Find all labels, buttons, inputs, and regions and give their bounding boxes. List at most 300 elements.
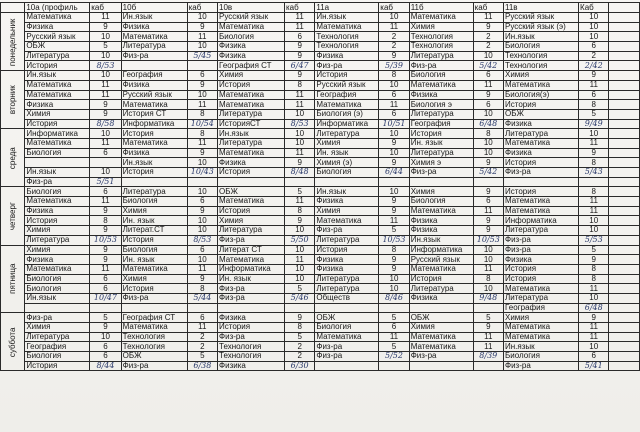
room-cell: 9 <box>473 226 503 236</box>
lesson-row <box>1 80 640 90</box>
subject-cell: Физ-ра <box>121 361 187 371</box>
header-row <box>1 3 640 13</box>
room-cell: 9 <box>90 22 121 32</box>
subject-cell: История <box>218 206 285 216</box>
subject-cell: Физика <box>218 313 285 323</box>
room-cell: 10 <box>473 51 503 61</box>
subject-cell: Физ-ра <box>504 245 579 255</box>
subject-cell: Физика <box>218 361 285 371</box>
subject-cell: Физ-ра <box>315 342 379 352</box>
subject-cell: Русский язык <box>409 255 473 265</box>
subject-cell: Биология <box>315 168 379 178</box>
room-cell: 8 <box>187 284 217 294</box>
subject-cell: Русский язык <box>25 32 90 42</box>
room-cell: 2 <box>187 332 217 342</box>
room-cell: 10 <box>187 158 217 168</box>
room-cell: 9 <box>379 197 409 207</box>
lesson-row <box>1 119 640 129</box>
spare-cell <box>609 138 640 148</box>
room-cell: 11 <box>90 197 121 207</box>
room-cell: 5/51 <box>90 177 121 187</box>
room-cell: 11 <box>187 138 217 148</box>
room-header: каб <box>187 3 217 13</box>
room-cell: 6 <box>579 42 609 52</box>
subject-cell: Ин.язык <box>121 13 187 23</box>
lesson-row <box>1 13 640 23</box>
class-header: 10в <box>218 3 285 13</box>
spare-cell <box>609 22 640 32</box>
room-cell: 10 <box>187 226 217 236</box>
room-cell: 11 <box>473 264 503 274</box>
lesson-row <box>1 361 640 371</box>
lesson-row <box>1 303 640 313</box>
subject-cell: История <box>315 71 379 81</box>
subject-cell: Технология <box>121 342 187 352</box>
subject-cell: Математика <box>25 80 90 90</box>
subject-cell: Литература <box>218 109 285 119</box>
room-cell: 10 <box>187 90 217 100</box>
class-header: 11в <box>504 3 579 13</box>
room-cell: 6 <box>187 313 217 323</box>
subject-cell: Физ-ра <box>315 226 379 236</box>
room-cell: 11 <box>473 342 503 352</box>
room-cell: 5/42 <box>473 61 503 71</box>
room-cell: 6 <box>187 71 217 81</box>
room-cell: 8 <box>579 264 609 274</box>
subject-cell: Литература <box>121 42 187 52</box>
lesson-row <box>1 100 640 110</box>
lesson-row <box>1 352 640 362</box>
subject-cell: Биология <box>121 245 187 255</box>
subject-cell: Ин.язык <box>315 187 379 197</box>
room-cell: 6/48 <box>579 303 609 313</box>
room-cell: 10 <box>90 32 121 42</box>
room-cell: 9 <box>379 158 409 168</box>
day-label: понедельник <box>1 13 25 71</box>
room-cell: 11 <box>284 197 314 207</box>
subject-cell: Литература <box>504 129 579 139</box>
subject-cell: История <box>504 264 579 274</box>
lesson-row <box>1 168 640 178</box>
room-cell: 9 <box>473 22 503 32</box>
room-cell: 2 <box>473 32 503 42</box>
room-cell: 11 <box>90 80 121 90</box>
subject-cell: Физ-ра <box>121 293 187 303</box>
subject-cell: Химия <box>121 274 187 284</box>
room-cell: 11 <box>90 264 121 274</box>
subject-cell: Литература <box>25 51 90 61</box>
room-cell: 5/45 <box>187 51 217 61</box>
room-cell: 6 <box>187 245 217 255</box>
room-cell: 8 <box>187 109 217 119</box>
room-cell: 5/43 <box>579 168 609 178</box>
spare-cell <box>609 100 640 110</box>
room-cell: 10 <box>579 216 609 226</box>
subject-cell: Информатика <box>25 129 90 139</box>
subject-cell: Литература <box>25 235 90 245</box>
subject-cell: Химия <box>218 216 285 226</box>
room-cell: 9 <box>379 264 409 274</box>
room-cell: 6 <box>579 90 609 100</box>
subject-cell: Русский язык (э) <box>504 22 579 32</box>
room-cell: 8 <box>473 274 503 284</box>
room-cell: 5/52 <box>379 352 409 362</box>
room-cell: 9 <box>284 313 314 323</box>
room-cell: 10 <box>579 129 609 139</box>
lesson-row <box>1 245 640 255</box>
subject-cell: История <box>25 61 90 71</box>
spare-cell <box>609 197 640 207</box>
room-cell <box>187 177 217 187</box>
room-cell: 9 <box>284 216 314 226</box>
subject-cell: Биология(э) <box>504 90 579 100</box>
subject-cell: Ин.язык <box>25 71 90 81</box>
subject-cell: ОБЖ <box>504 109 579 119</box>
room-cell: 5 <box>579 109 609 119</box>
day-label: вторник <box>1 71 25 129</box>
subject-cell: ОБЖ <box>218 187 285 197</box>
room-cell: 9 <box>473 158 503 168</box>
room-cell: 9 <box>579 255 609 265</box>
subject-cell: Физ-ра <box>25 177 90 187</box>
room-cell: 6 <box>187 197 217 207</box>
subject-cell: Физ-ра <box>315 352 379 362</box>
subject-cell: Литература <box>218 226 285 236</box>
subject-cell: Физ-ра <box>504 235 579 245</box>
spare-cell <box>609 42 640 52</box>
subject-cell: Технология <box>409 32 473 42</box>
subject-cell: Русский язык <box>504 13 579 23</box>
class-header: 10б <box>121 3 187 13</box>
subject-cell: Физ-ра <box>504 168 579 178</box>
subject-cell: География СТ <box>218 61 285 71</box>
room-header: каб <box>473 3 503 13</box>
subject-cell: Технология <box>504 61 579 71</box>
room-cell: 2 <box>284 352 314 362</box>
room-cell: 8/48 <box>284 168 314 178</box>
subject-cell: Биология <box>25 274 90 284</box>
lesson-row <box>1 197 640 207</box>
subject-cell: Ин.язык <box>218 129 285 139</box>
room-cell: 6 <box>473 197 503 207</box>
subject-cell: Химия <box>218 71 285 81</box>
room-cell: 9 <box>379 138 409 148</box>
subject-cell: Математика <box>218 148 285 158</box>
subject-cell: Ин.язык <box>121 158 187 168</box>
room-cell: 11 <box>187 264 217 274</box>
subject-cell <box>218 303 285 313</box>
subject-cell: Биология <box>218 32 285 42</box>
subject-cell: Химия <box>409 187 473 197</box>
subject-cell: Физика <box>409 293 473 303</box>
room-cell: 10 <box>90 129 121 139</box>
room-cell <box>473 303 503 313</box>
room-cell: 5 <box>187 352 217 362</box>
subject-cell: Химия <box>25 226 90 236</box>
lesson-row <box>1 323 640 333</box>
room-cell: 11 <box>90 138 121 148</box>
spare-cell <box>609 177 640 187</box>
subject-cell: Математика <box>504 323 579 333</box>
room-cell: 5 <box>379 226 409 236</box>
subject-cell: Биология <box>315 323 379 333</box>
subject-cell: География <box>504 303 579 313</box>
day-label: пятница <box>1 245 25 313</box>
subject-cell: Физ-ра <box>409 61 473 71</box>
room-cell: 6/38 <box>187 361 217 371</box>
spare-cell <box>609 90 640 100</box>
lesson-row <box>1 332 640 342</box>
room-cell: 9 <box>90 226 121 236</box>
subject-cell: Математика <box>409 264 473 274</box>
subject-cell: Ин. язык <box>121 255 187 265</box>
room-cell <box>379 361 409 371</box>
subject-cell: Математика <box>504 284 579 294</box>
subject-cell: Математика <box>315 100 379 110</box>
room-cell: 9 <box>90 109 121 119</box>
room-cell: 5 <box>90 42 121 52</box>
subject-cell: Математика <box>315 216 379 226</box>
subject-cell: История <box>25 216 90 226</box>
room-header: каб <box>284 3 314 13</box>
room-cell: 11 <box>187 100 217 110</box>
subject-cell: Физ-ра <box>218 284 285 294</box>
room-cell <box>379 177 409 187</box>
subject-cell: Литература <box>504 293 579 303</box>
spare-cell <box>609 274 640 284</box>
subject-cell <box>315 177 379 187</box>
spare-cell <box>609 32 640 42</box>
subject-cell: Математика <box>504 206 579 216</box>
room-cell <box>284 303 314 313</box>
room-cell: 11 <box>473 80 503 90</box>
subject-cell: Математика <box>25 138 90 148</box>
room-cell: 9 <box>90 245 121 255</box>
subject-cell: Информатика <box>121 119 187 129</box>
subject-cell: Ин.язык <box>504 342 579 352</box>
subject-cell: География <box>409 119 473 129</box>
subject-cell: Литература <box>315 235 379 245</box>
room-cell <box>473 177 503 187</box>
room-cell <box>473 361 503 371</box>
subject-cell: Химия <box>315 138 379 148</box>
subject-cell: Биология <box>25 187 90 197</box>
subject-cell: Математика <box>121 100 187 110</box>
room-cell: 10 <box>579 32 609 42</box>
room-header: Каб <box>579 3 609 13</box>
room-cell: 2/42 <box>579 61 609 71</box>
room-cell: 10/53 <box>90 235 121 245</box>
spare-cell <box>609 361 640 371</box>
subject-cell: История <box>121 168 187 178</box>
subject-cell <box>315 361 379 371</box>
room-cell: 6 <box>90 284 121 294</box>
room-cell: 10 <box>579 342 609 352</box>
spare-cell <box>609 264 640 274</box>
day-label: четверг <box>1 187 25 245</box>
room-cell: 11 <box>284 255 314 265</box>
spare-cell <box>609 206 640 216</box>
subject-cell: Математика <box>409 332 473 342</box>
subject-cell: Химия <box>25 109 90 119</box>
room-cell: 5 <box>379 342 409 352</box>
subject-cell: История <box>121 235 187 245</box>
room-cell: 8/39 <box>473 352 503 362</box>
room-cell: 6/48 <box>473 119 503 129</box>
room-cell: 11 <box>473 206 503 216</box>
room-cell: 11 <box>473 13 503 23</box>
room-cell: 11 <box>284 100 314 110</box>
subject-cell <box>121 177 187 187</box>
subject-cell: Физика <box>409 226 473 236</box>
spare-cell <box>609 313 640 323</box>
subject-cell: Информатика <box>218 264 285 274</box>
subject-cell: История <box>409 274 473 284</box>
room-cell: 10 <box>473 109 503 119</box>
subject-cell: География <box>121 71 187 81</box>
room-cell: 10/54 <box>187 119 217 129</box>
subject-cell: Физ-ра <box>25 313 90 323</box>
subject-cell: Физика <box>121 148 187 158</box>
room-cell <box>90 158 121 168</box>
subject-cell: История <box>121 129 187 139</box>
subject-cell: Литература <box>315 284 379 294</box>
room-cell: 9 <box>284 71 314 81</box>
room-cell: 11 <box>284 13 314 23</box>
room-cell: 8/46 <box>379 293 409 303</box>
room-cell: 11 <box>579 284 609 294</box>
room-cell: 11 <box>379 332 409 342</box>
room-cell: 9/49 <box>579 119 609 129</box>
subject-cell: История <box>315 245 379 255</box>
subject-cell: История <box>409 129 473 139</box>
room-cell: 5 <box>379 313 409 323</box>
lesson-row <box>1 32 640 42</box>
room-cell: 9 <box>379 255 409 265</box>
lesson-row <box>1 226 640 236</box>
subject-cell: Литерат СТ <box>218 245 285 255</box>
room-cell: 2 <box>187 342 217 352</box>
subject-cell: Физика <box>315 197 379 207</box>
lesson-row <box>1 90 640 100</box>
room-cell: 10/53 <box>379 235 409 245</box>
room-cell <box>379 303 409 313</box>
room-cell: 10 <box>473 245 503 255</box>
room-cell: 10 <box>187 187 217 197</box>
room-cell: 10 <box>284 109 314 119</box>
subject-cell: История <box>218 168 285 178</box>
subject-cell: История СТ <box>121 109 187 119</box>
spare-cell <box>609 158 640 168</box>
subject-cell <box>409 361 473 371</box>
class-header: 11б <box>409 3 473 13</box>
subject-cell: Математика <box>218 100 285 110</box>
room-cell: 10 <box>579 293 609 303</box>
schedule-body <box>1 13 640 371</box>
room-cell: 6 <box>379 109 409 119</box>
subject-cell: Математика <box>409 80 473 90</box>
room-header: каб <box>90 3 121 13</box>
room-cell: 10 <box>284 226 314 236</box>
spare-cell <box>609 71 640 81</box>
room-cell: 11 <box>90 13 121 23</box>
room-cell: 9 <box>90 255 121 265</box>
room-cell <box>187 61 217 71</box>
room-cell: 6 <box>90 342 121 352</box>
room-cell: 10 <box>579 226 609 236</box>
subject-cell: Физика <box>315 51 379 61</box>
subject-cell: Технология <box>315 32 379 42</box>
room-cell: 5 <box>284 284 314 294</box>
subject-cell: География СТ <box>121 313 187 323</box>
subject-cell <box>25 158 90 168</box>
subject-cell: Физика <box>121 22 187 32</box>
room-cell <box>90 303 121 313</box>
room-cell: 10/43 <box>187 168 217 178</box>
room-cell: 10 <box>90 332 121 342</box>
subject-cell: Физ-ра <box>409 168 473 178</box>
room-cell: 8 <box>284 206 314 216</box>
subject-cell: Литература <box>409 148 473 158</box>
room-cell: 9 <box>579 313 609 323</box>
room-cell: 10 <box>90 51 121 61</box>
room-cell: 6/30 <box>284 361 314 371</box>
room-cell: 2 <box>284 342 314 352</box>
subject-cell: Биология э <box>409 100 473 110</box>
subject-cell: ОБЖ <box>409 313 473 323</box>
room-cell: 8 <box>579 100 609 110</box>
room-cell: 9 <box>187 148 217 158</box>
room-cell: 9 <box>90 100 121 110</box>
room-cell: 2 <box>379 32 409 42</box>
room-cell: 9 <box>187 206 217 216</box>
lesson-row <box>1 42 640 52</box>
subject-cell: Математика <box>504 138 579 148</box>
lesson-row <box>1 313 640 323</box>
room-cell: 2 <box>379 42 409 52</box>
subject-cell: Математика <box>504 80 579 90</box>
spare-cell <box>609 13 640 23</box>
subject-cell: Физ-ра <box>315 61 379 71</box>
day-label: суббота <box>1 313 25 371</box>
subject-cell: История <box>504 274 579 284</box>
room-cell: 10 <box>579 22 609 32</box>
spare-cell <box>609 293 640 303</box>
room-cell: 10 <box>90 71 121 81</box>
room-cell: 9 <box>187 80 217 90</box>
subject-cell: География <box>25 342 90 352</box>
room-cell: 11 <box>187 32 217 42</box>
room-cell: 8/58 <box>90 119 121 129</box>
subject-cell: Биология <box>25 148 90 158</box>
spare-cell <box>609 303 640 313</box>
room-cell: 10/47 <box>90 293 121 303</box>
room-cell <box>187 303 217 313</box>
room-cell: 9 <box>473 216 503 226</box>
room-cell: 10 <box>284 129 314 139</box>
subject-cell: Химия <box>121 206 187 216</box>
schedule-table <box>0 2 640 371</box>
subject-cell: Математика <box>121 32 187 42</box>
spare-cell <box>609 332 640 342</box>
room-cell: 11 <box>284 22 314 32</box>
room-cell: 10 <box>473 138 503 148</box>
room-cell: 11 <box>579 197 609 207</box>
room-cell: 8 <box>187 129 217 139</box>
subject-cell: Физика <box>315 264 379 274</box>
room-cell: 10 <box>379 274 409 284</box>
subject-cell: Литерат.СТ <box>121 226 187 236</box>
